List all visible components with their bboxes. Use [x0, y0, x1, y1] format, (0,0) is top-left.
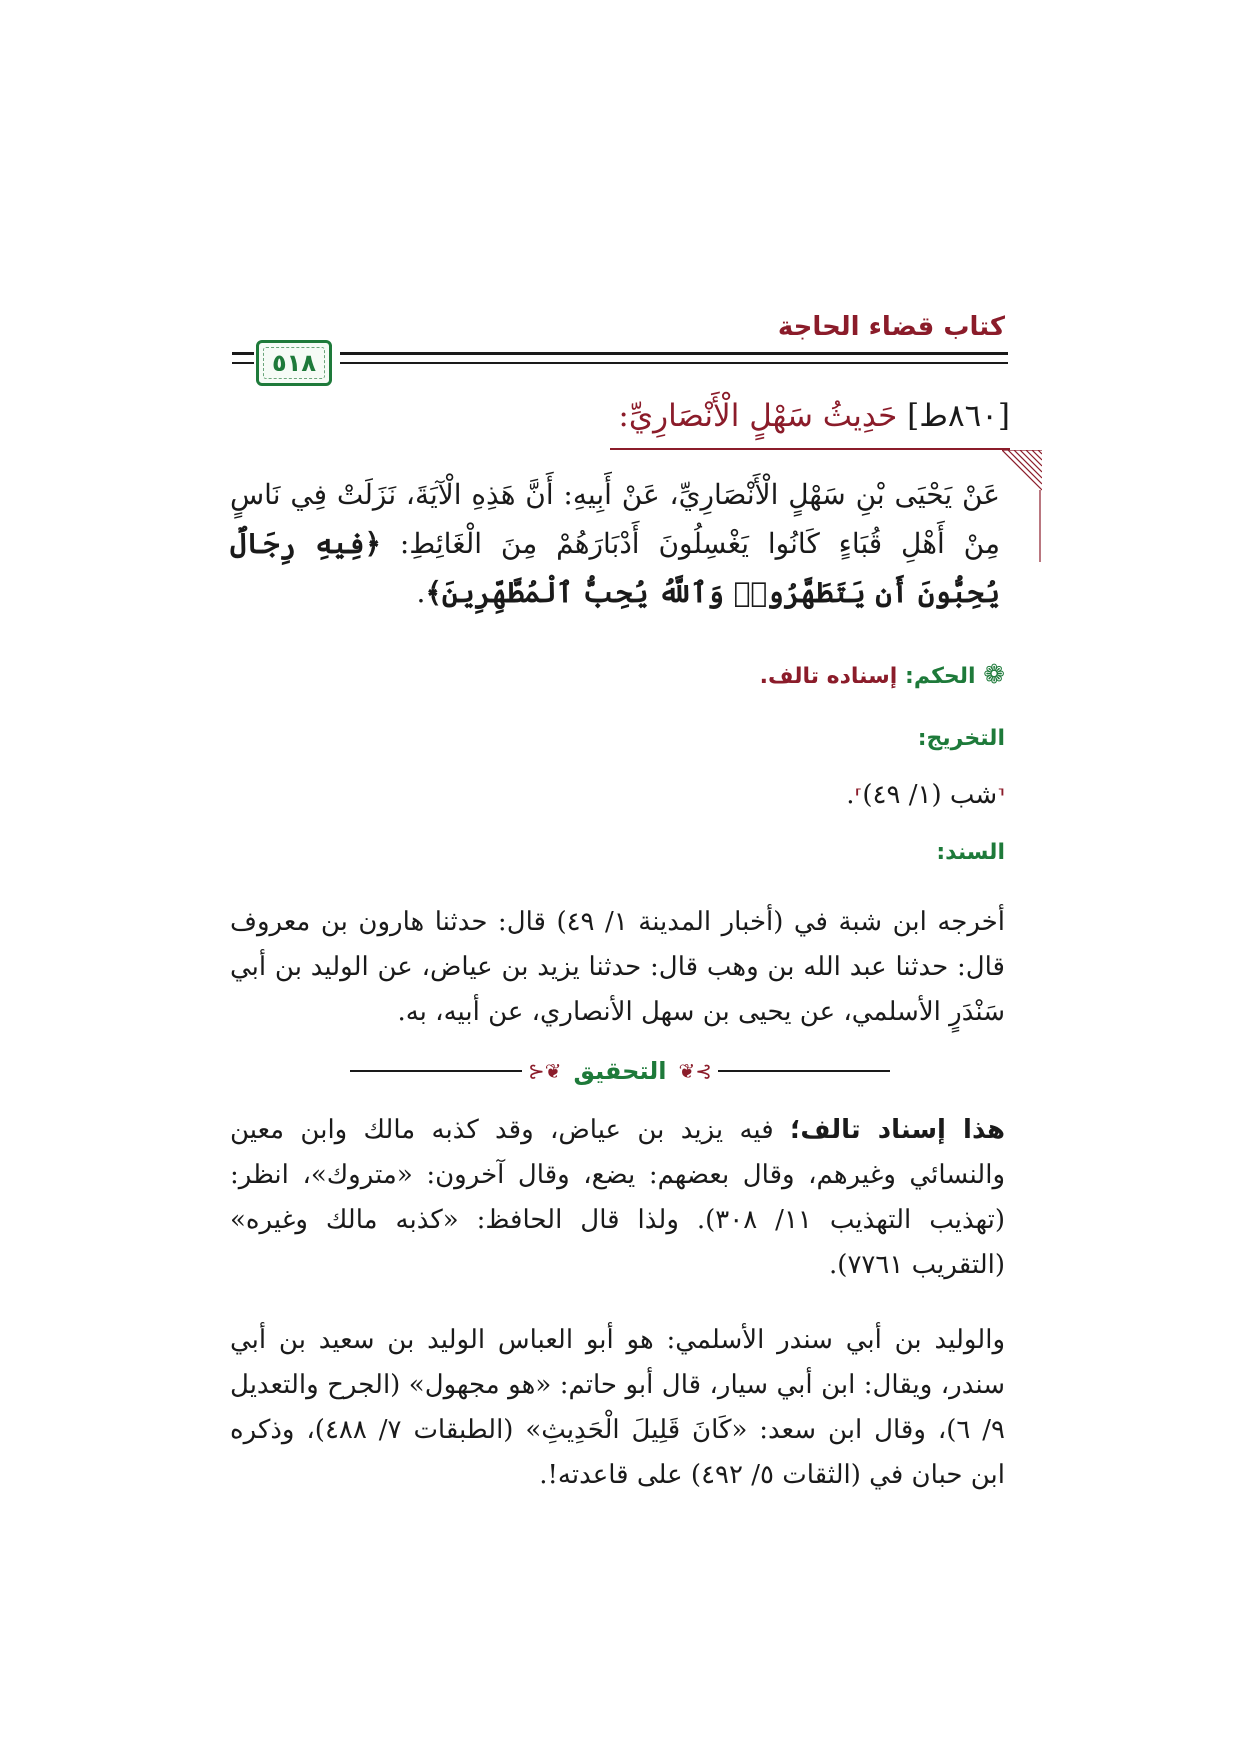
- tahqiq-paragraph-1-text: فيه يزيد بن عياض، وقد كذبه مالك وابن معين والنسائي وغيرهم، وقال بعضهم: يضع، وقال آخرون: «متروك»، انظر: (تهذيب التهذيب ١١/ ٣٠٨). ولذا قال الحافظ: «كذبه مالك وغيره» (التقريب ٧٧٦١).: [230, 1115, 1006, 1280]
- header-rule-left-bottom: [232, 362, 254, 364]
- ruling-value: إسناده تالف.: [759, 664, 898, 689]
- hadith-heading: [230, 398, 1010, 434]
- page-number: [256, 340, 332, 386]
- divider-line: [718, 1070, 890, 1072]
- sanad-label: السند:: [936, 840, 1005, 865]
- takhrij-end: .: [846, 780, 855, 810]
- ruling-label: الحكم:: [905, 664, 976, 689]
- quran-verse: ﴿فِيهِ رِجَالٌ يُحِبُّونَ أَن يَتَطَهَّرُوا۟ وَٱللَّهُ يُحِبُّ ٱلْمُطَّهِّرِينَ﴾: [230, 527, 1000, 609]
- corner-ornament-icon: [1002, 450, 1042, 562]
- takhrij-ref-text: شب (١/ ٤٩): [862, 780, 998, 810]
- takhrij-label: التخريج:: [917, 726, 1005, 751]
- takhrij-ref: [846, 780, 1005, 810]
- tahqiq-paragraph-2: والوليد بن أبي سندر الأسلمي: هو أبو العباس الوليد بن سعيد بن أبي سندر، ويقال: ابن أبي سيار، قال أبو حاتم: «هو مجهول» (الجرح والتعديل ٩/ ٦)، وقال ابن سعد: «كَانَ قَلِيلَ الْحَدِيثِ» (الطبقات ٧/ ٤٨٨)، وذكره ابن حبان في (الثقات ٥/ ٤٩٢) على قاعدته!.: [230, 1325, 1005, 1490]
- close-bracket-icon: ⸣: [854, 784, 863, 808]
- hadith-end: .: [416, 576, 426, 609]
- flower-icon: ❁: [983, 660, 1005, 690]
- ornament-icon: ⊱❦: [678, 1059, 713, 1083]
- tahqiq-paragraph-1: [230, 1108, 1005, 1288]
- header-rule-bottom: [340, 362, 1008, 364]
- ornament-icon: ❦⊰: [527, 1059, 562, 1083]
- hadith-number: [٨٦٠ط]: [907, 398, 1010, 434]
- running-head: كتاب قضاء الحاجة: [777, 312, 1005, 342]
- tahqiq-verdict: هذا إسناد تالف؛: [790, 1115, 1005, 1145]
- divider-line: [350, 1070, 522, 1072]
- hadith-text: [230, 470, 1000, 617]
- tahqiq-divider: [350, 1053, 890, 1089]
- sanad-text: أخرجه ابن شبة في (أخبار المدينة ١/ ٤٩) قال: حدثنا هارون بن معروف قال: حدثنا عبد الله بن وهب قال: حدثنا يزيد بن عياض، عن الوليد بن أبي سَنْدَرٍ الأسلمي، عن يحيى بن سهل الأنصاري، عن أبيه، به.: [230, 907, 1005, 1027]
- page-number-text: ٥١٨: [272, 349, 316, 377]
- heading-underline: [610, 448, 1010, 450]
- tahqiq-label: التحقيق: [573, 1057, 667, 1085]
- header-rule-left-top: [232, 352, 254, 355]
- header-rule-top: [340, 352, 1008, 355]
- hadith-body: عَنْ يَحْيَى بْنِ سَهْلٍ الْأَنْصَارِيِّ، عَنْ أَبِيهِ: أَنَّ هَذِهِ الْآيَةَ، نَزَلَتْ فِي نَاسٍ مِنْ أَهْلِ قُبَاءٍ كَانُوا يَغْسِلُونَ أَدْبَارَهُمْ مِنَ الْغَائِطِ:: [230, 478, 1000, 560]
- open-bracket-icon: ⸢: [997, 784, 1005, 808]
- ruling: [230, 660, 1005, 690]
- hadith-title: حَدِيثُ سَهْلٍ الْأَنْصَارِيِّ:: [618, 398, 898, 434]
